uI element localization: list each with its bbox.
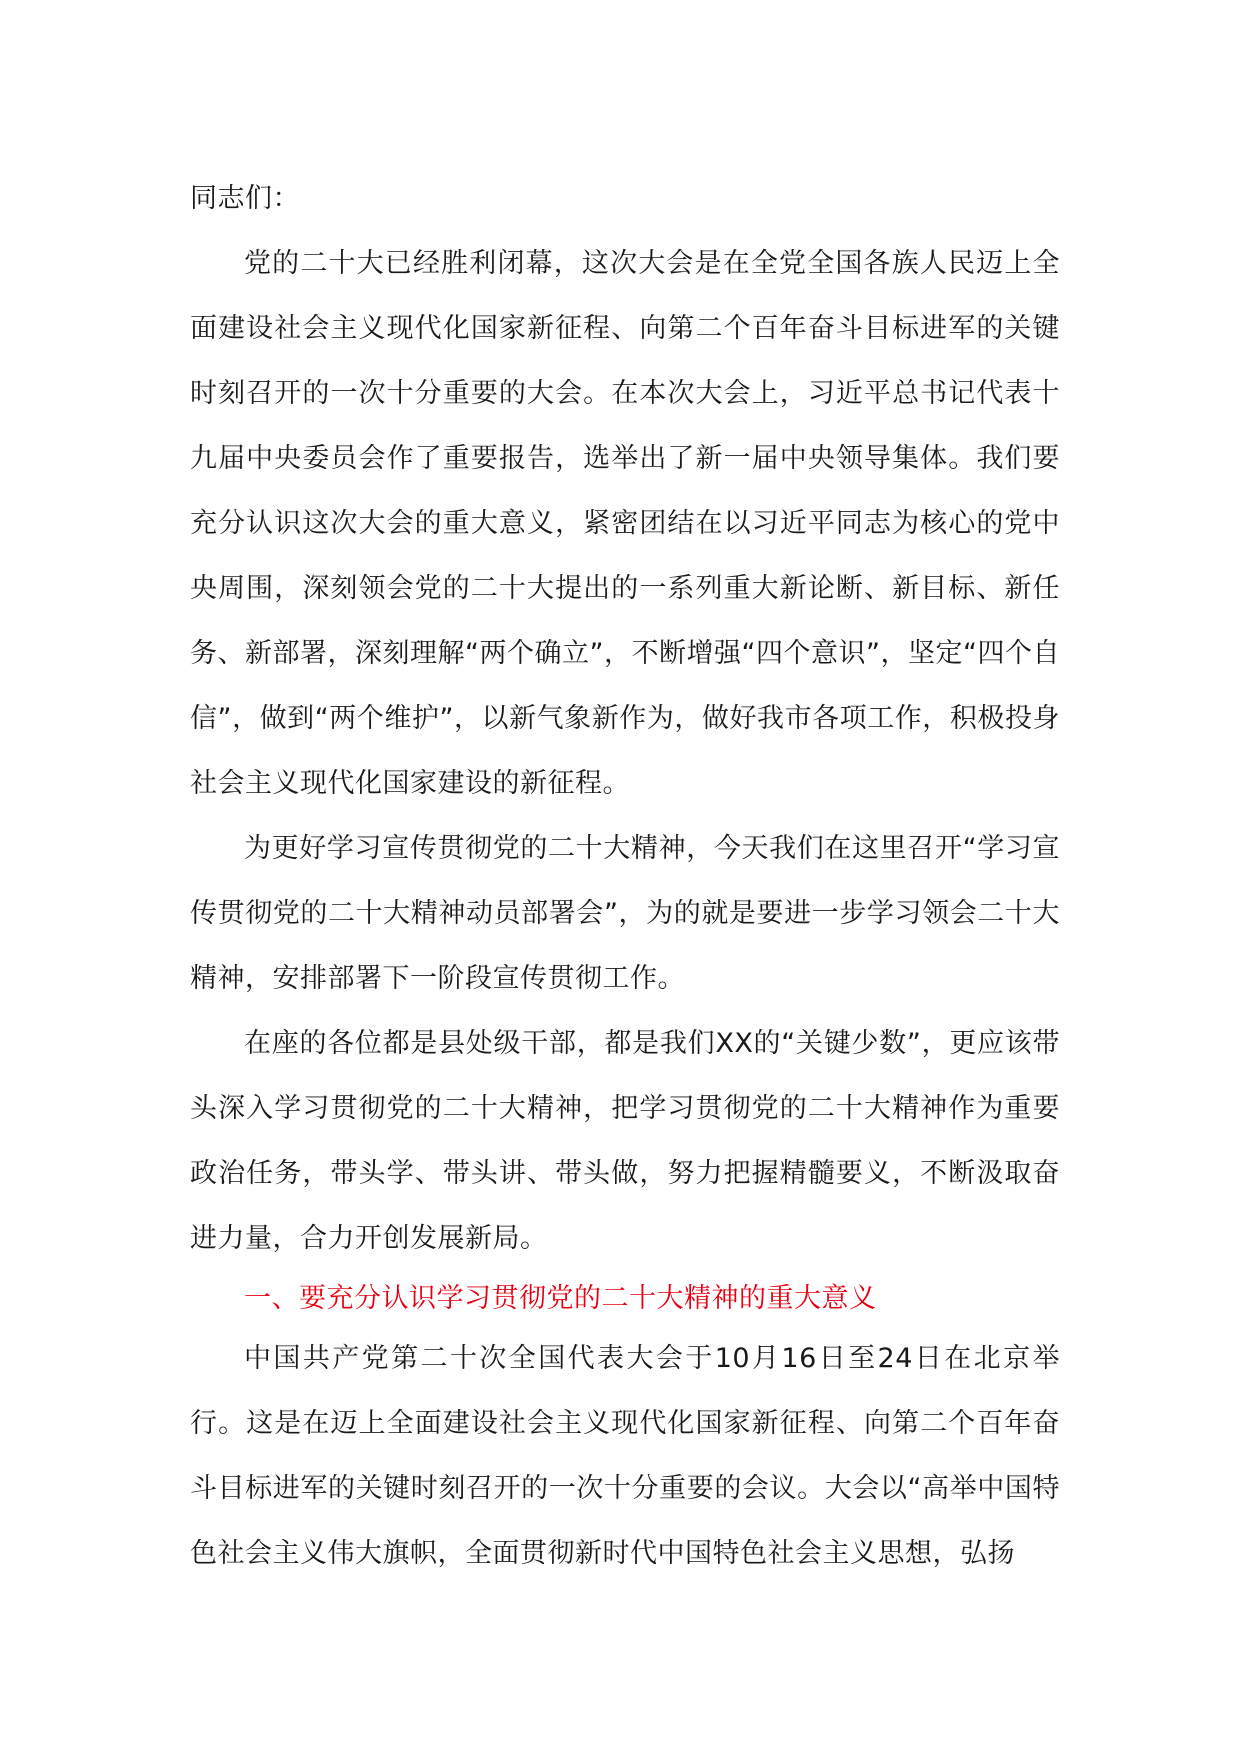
paragraph-3: 在座的各位都是县处级干部，都是我们XX的“关键少数”，更应该带头深入学习贯彻党的二十大精神，把学习贯彻党的二十大精神作为重要政治任务，带头学、带头讲、带头做，努力把握精髓要义，不断汲取奋进力量，合力开创发展新局。: [190, 1028, 1060, 1254]
paragraph-1: 党的二十大已经胜利闭幕，这次大会是在全党全国各族人民迈上全面建设社会主义现代化国家新征程、向第二个百年奋斗目标进军的关键时刻召开的一次十分重要的大会。在本次大会上，习近平总书记代表十九届中央委员会作了重要报告，选举出了新一届中央领导集体。我们要充分认识这次大会的重大意义，紧密团结在以习近平同志为核心的党中央周围，深刻领会党的二十大提出的一系列重大新论断、新目标、新任务、新部署，深刻理解“两个确立”，不断增强“四个意识”，坚定“四个自信”，做到“两个维护”，以新气象新作为，做好我市各项工作，积极投身社会主义现代化国家建设的新征程。: [190, 248, 1060, 799]
paragraph-2: 为更好学习宣传贯彻党的二十大精神，今天我们在这里召开“学习宣传贯彻党的二十大精神动员部署会”，为的就是要进一步学习领会二十大精神，安排部署下一阶段宣传贯彻工作。: [190, 833, 1060, 994]
section-paragraph: 中国共产党第二十次全国代表大会于10月16日至24日在北京举行。这是在迈上全面建设社会主义现代化国家新征程、向第二个百年奋斗目标进军的关键时刻召开的一次十分重要的会议。大会以“高举中国特色社会主义伟大旗帜，全面贯彻新时代中国特色社会主义思想，弘扬: [190, 1343, 1060, 1569]
salutation: 同志们：: [190, 183, 300, 214]
section-heading: 一、要充分认识学习贯彻党的二十大精神的重大意义: [244, 1283, 877, 1314]
document-body: [190, 166, 1060, 1586]
